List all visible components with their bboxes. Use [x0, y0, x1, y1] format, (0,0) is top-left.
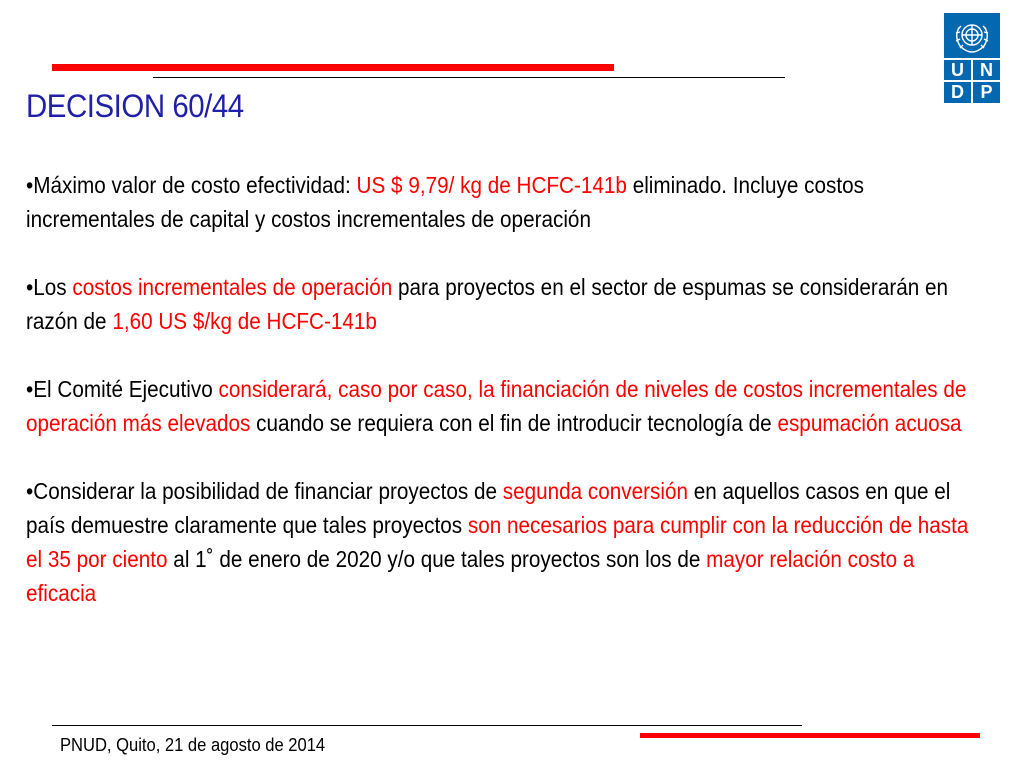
logo-letter-p: P [973, 82, 1000, 103]
footer-text: PNUD, Quito, 21 de agosto de 2014 [60, 735, 326, 755]
body-text: •Máximo valor de costo efectividad: [26, 172, 357, 198]
logo-letter-u: U [944, 60, 971, 80]
slide-title: DECISION 60/44 [26, 88, 244, 124]
logo-letter-d: D [944, 82, 971, 103]
bullet-paragraph [26, 168, 980, 236]
body-text: para proyectos en el sector de espumas se considerarán en razón de [26, 274, 949, 334]
un-emblem-icon [944, 13, 1000, 58]
bottom-red-accent-bar [640, 733, 980, 738]
logo-letter-n: N [973, 60, 1000, 80]
body-text: cuando se requiera con el fin de introducir tecnología de [250, 410, 778, 436]
slide-body [26, 168, 980, 644]
highlighted-text: mayor relación costo a eficacia [26, 546, 915, 606]
bottom-divider-line [52, 725, 802, 726]
body-text: •El Comité Ejecutivo [26, 376, 219, 402]
highlighted-text: 1,60 US $/kg de HCFC-141b [112, 308, 377, 334]
top-red-accent-bar [52, 64, 614, 71]
highlighted-text: considerará, caso por caso, la financiación de niveles de costos incrementales de operación más elevados [26, 376, 967, 436]
top-divider-line [153, 77, 785, 78]
body-text: eliminado. Incluye costos incrementales de capital y costos incrementales de operación [26, 172, 864, 232]
bullet-paragraph [26, 270, 980, 338]
highlighted-text: son necesarios para cumplir con la reducción de hasta el 35 por ciento [26, 512, 969, 572]
highlighted-text: US $ 9,79/ kg de HCFC-141b [356, 172, 627, 198]
body-text: •Considerar la posibilidad de financiar proyectos de [26, 478, 503, 504]
undp-logo [944, 13, 1000, 103]
bullet-paragraph [26, 372, 980, 440]
body-text: al 1˚ de enero de 2020 y/o que tales proyectos son los de [167, 546, 707, 572]
body-text: •Los [26, 274, 73, 300]
highlighted-text: costos incrementales de operación [72, 274, 393, 300]
body-text: en aquellos casos en que el país demuestre claramente que tales proyectos [26, 478, 951, 538]
bullet-paragraph [26, 474, 980, 610]
highlighted-text: espumación acuosa [777, 410, 962, 436]
highlighted-text: segunda conversión [502, 478, 689, 504]
